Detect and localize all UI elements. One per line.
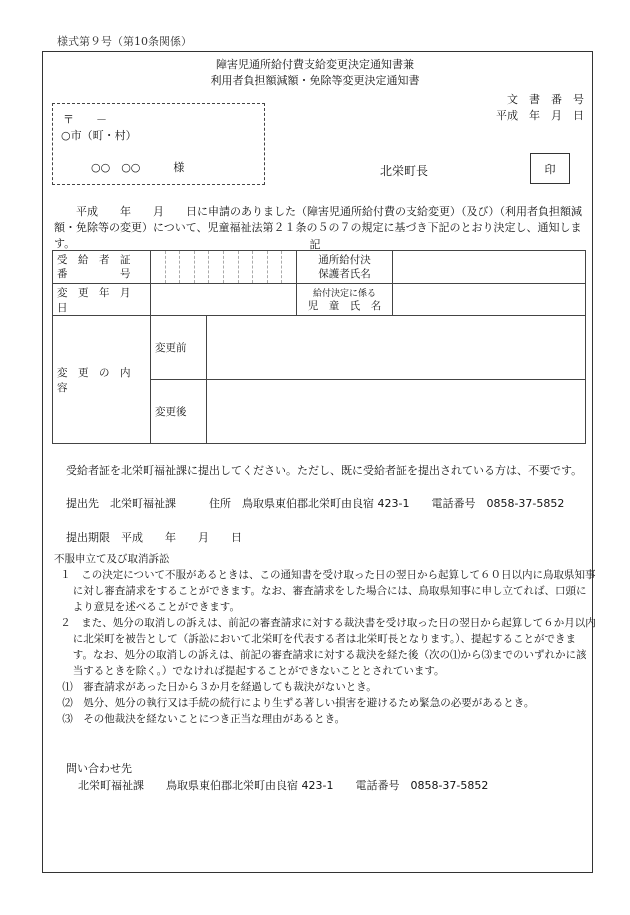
after-field — [207, 380, 586, 444]
before-label: 変更前 — [151, 316, 207, 380]
after-label: 変更後 — [151, 380, 207, 444]
document-title-line2: 利用者負担額減額・免除等変更決定通知書 — [210, 74, 420, 87]
submit-note: 受給者証を北栄町福祉課に提出してください。ただし、既に受給者証を提出されている方は、不要です。 — [66, 464, 583, 477]
change-date-label: 変 更 年 月 日 — [53, 284, 151, 316]
guardian-name-label: 通所給付決 保護者氏名 — [297, 251, 393, 284]
cert-number-label: 受 給 者 証 番 号 — [53, 251, 151, 284]
table-row — [53, 251, 586, 284]
recipient-name: ○○ ○○ 様 — [91, 161, 185, 174]
appeal-sub-3: ⑶ その他裁決を経ないことにつき正当な理由があるとき。 — [62, 713, 346, 725]
recipient-city: ○市（町・村） — [61, 129, 137, 142]
child-name-label: 給付決定に係る 児 童 氏 名 — [297, 284, 393, 316]
document-number-label: 文 書 番 号 — [507, 93, 584, 106]
decision-table — [52, 250, 586, 444]
seal-box — [530, 153, 570, 184]
form-number-label: 様式第９号（第10条関係） — [57, 35, 192, 48]
submit-deadline: 提出期限 平成 年 月 日 — [66, 531, 242, 544]
child-name-field — [393, 284, 586, 316]
document-number-block — [496, 92, 584, 124]
appeal-section — [56, 551, 596, 727]
ki-heading: 記 — [309, 238, 321, 251]
main-paragraph: 平成 年 月 日に申請のありました（障害児通所給付費の支給変更）（及び）（利用者負担額減額・免除等の変更）について、児童福祉法第２１条の５の７の規定に基づき下記のとおり決定し、通知します。 — [54, 205, 582, 250]
contact-heading: 問い合わせ先 — [66, 762, 132, 775]
document-date: 平成 年 月 日 — [496, 109, 584, 122]
seal-label: 印 — [544, 162, 556, 176]
appeal-sub-2: ⑵ 処分、処分の執行又は手続の続行により生ずる著しい損害を避けるため緊急の必要があるとき。 — [62, 697, 535, 709]
table-row — [53, 316, 586, 380]
postal-code: 〒 － — [63, 113, 107, 126]
submit-to: 提出先 北栄町福祉課 住所 鳥取県東伯郡北栄町由良宿 423-1 電話番号 0858-37-5852 — [66, 497, 565, 510]
appeal-item-2: ２ また、処分の取消しの訴えは、前記の審査請求に対する裁決書を受け取った日の翌日から起算して６か月以内に北栄町を被告として（訴訟において北栄町を代表する者は北栄町長となります。）、提起することができます。なお、処分の取消しの訴えは、前記の審査請求に対する裁決を経た後（次の⑴から⑶までのいずれかに該当するときを除く。）でなければ提起することができないこととされています。 — [60, 617, 596, 677]
appeal-sub-1: ⑴ 審査請求があった日から３か月を経過しても裁決がないとき。 — [62, 681, 377, 693]
change-date-field — [151, 284, 297, 316]
cert-number-field — [151, 251, 297, 284]
address-box — [52, 103, 265, 185]
issuer-mayor: 北栄町長 — [380, 164, 429, 178]
contact-line: 北栄町福祉課 鳥取県東伯郡北栄町由良宿 423-1 電話番号 0858-37-5852 — [78, 779, 489, 792]
appeal-item-1: １ この決定について不服があるときは、この通知書を受け取った日の翌日から起算して６０日以内に鳥取県知事に対し審査請求をすることができます。なお、審査請求をした場合には、鳥取県知事に申し立てれば、口頭により意見を述べることができます。 — [60, 569, 596, 613]
before-field — [207, 316, 586, 380]
appeal-heading: 不服申立て及び取消訴訟 — [54, 553, 170, 565]
guardian-name-field — [393, 251, 586, 284]
table-row — [53, 284, 586, 316]
document-title-line1: 障害児通所給付費支給変更決定通知書兼 — [216, 58, 414, 71]
change-content-label: 変 更 の 内 容 — [53, 316, 151, 444]
